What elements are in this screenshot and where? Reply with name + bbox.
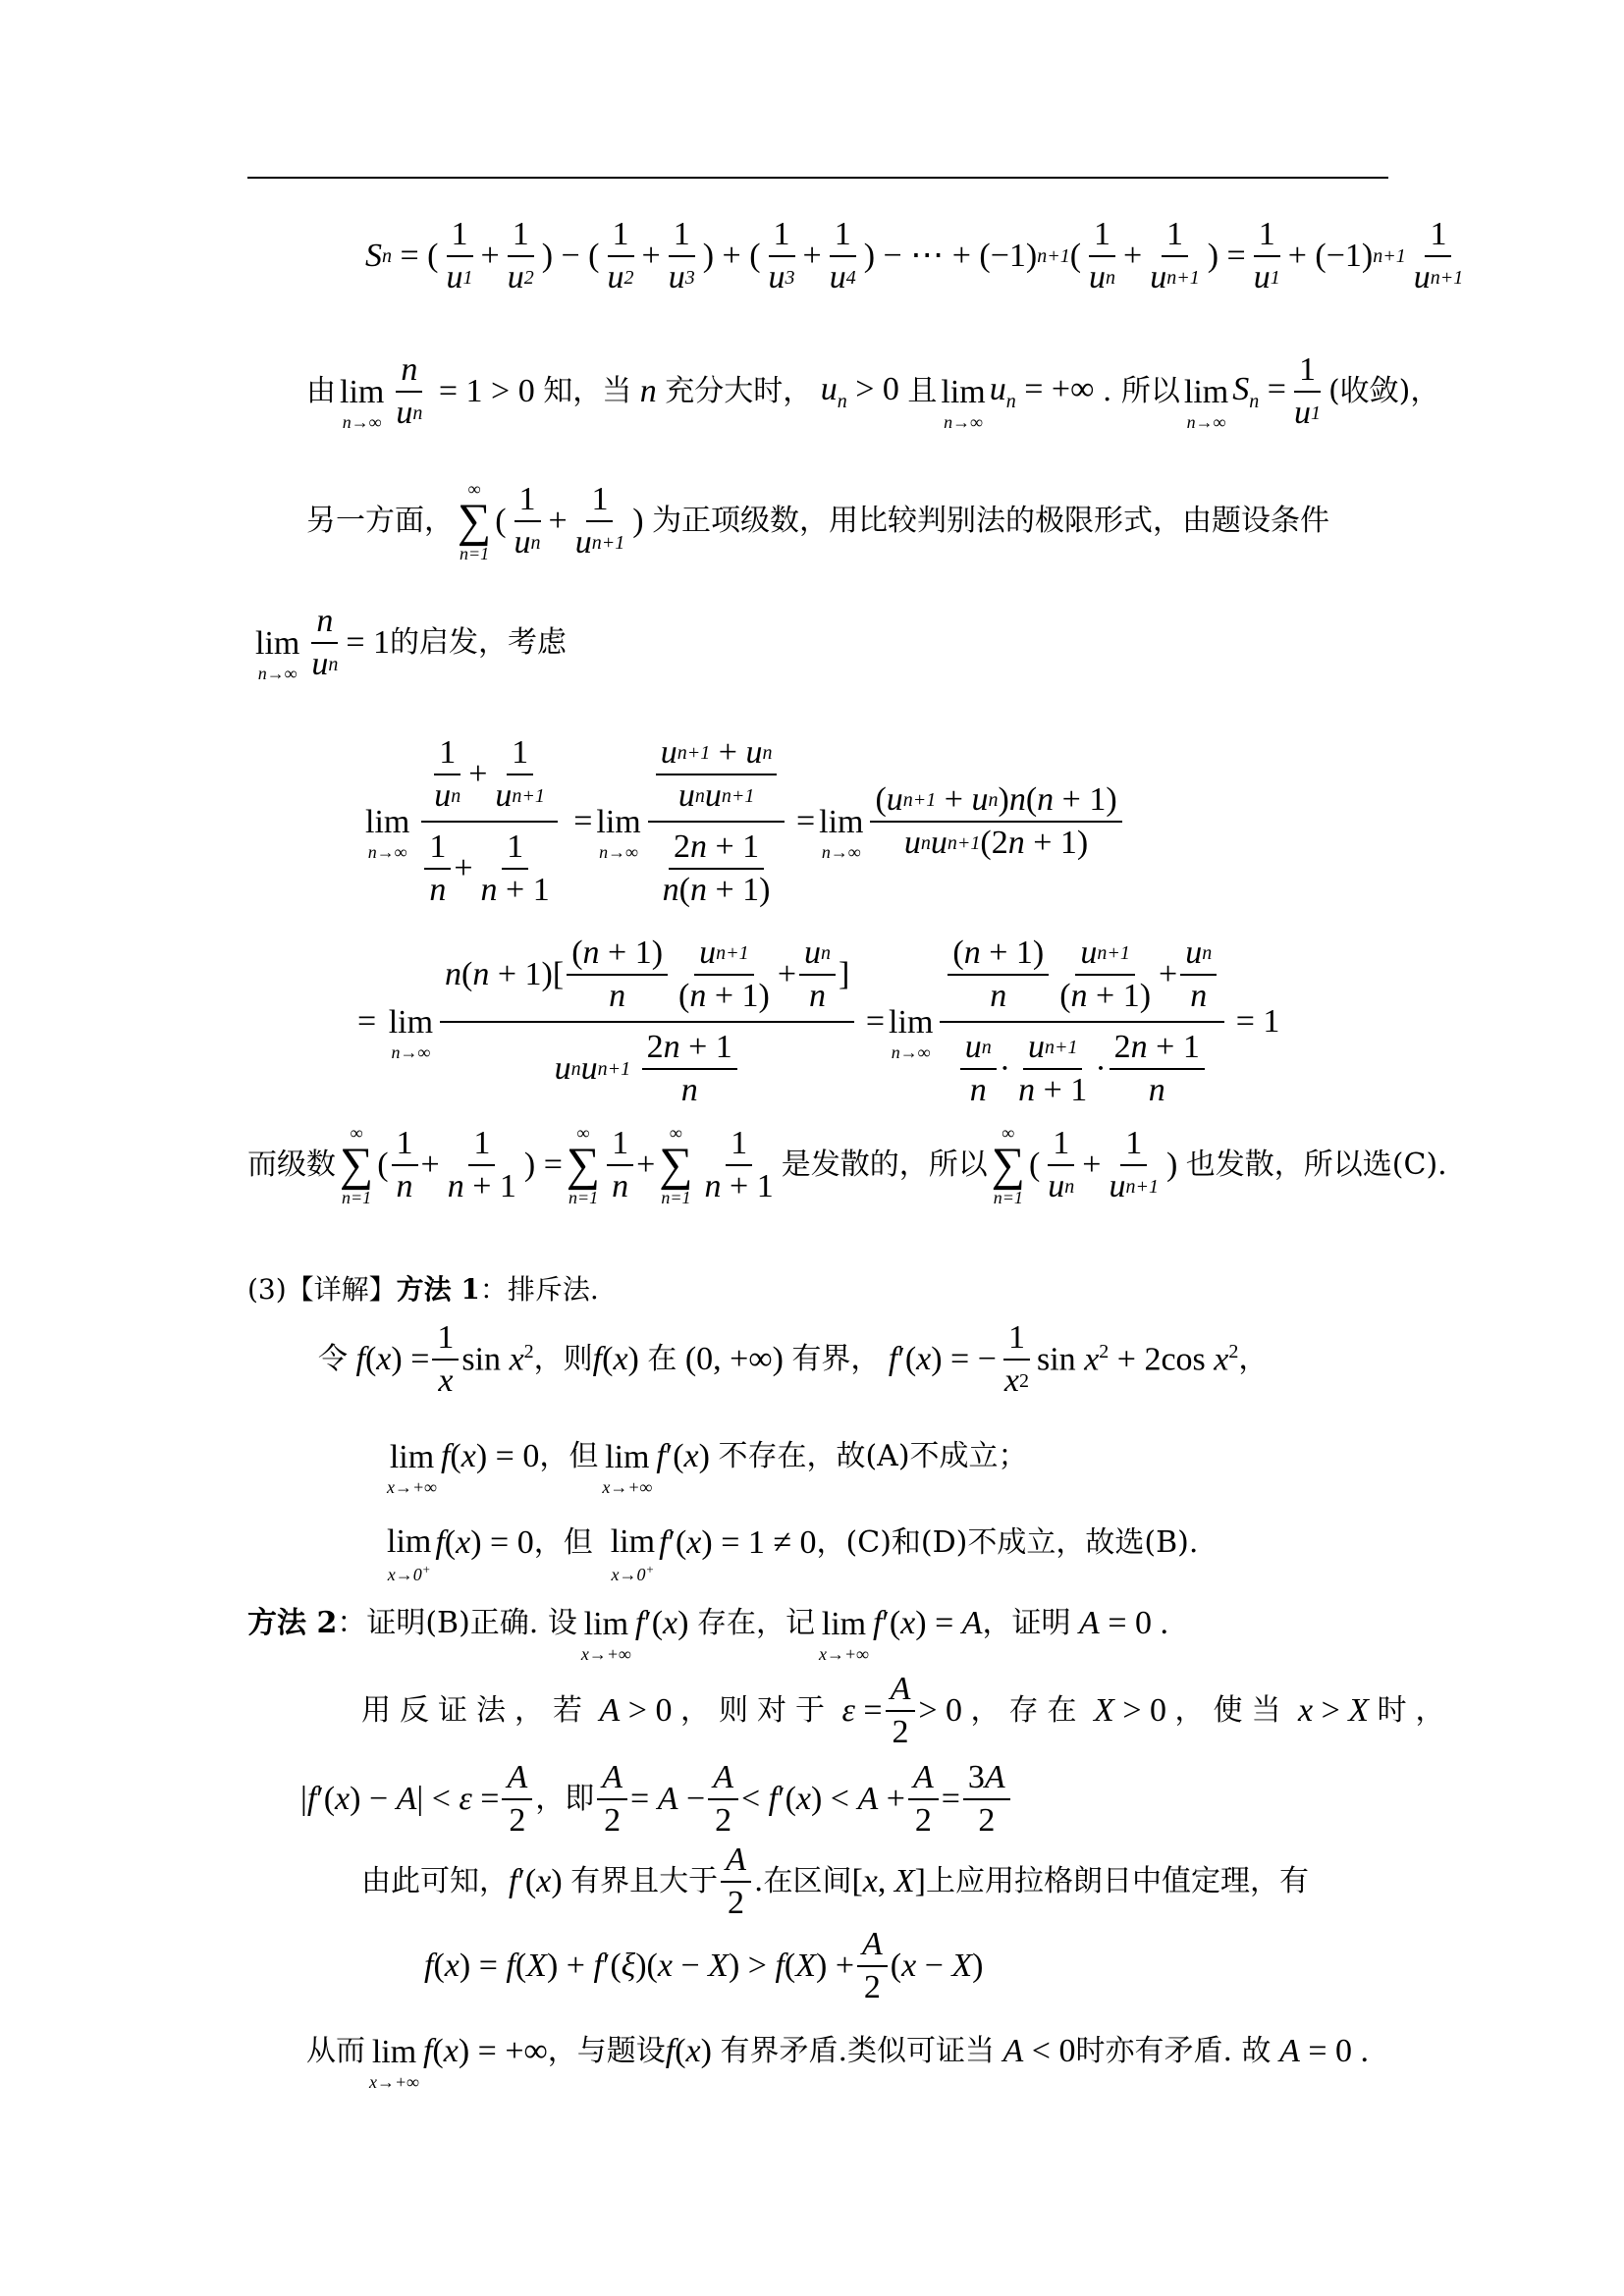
section-heading-method-1: (3)【详解】 方法 1 ：排斥法.	[247, 1273, 599, 1306]
text-line-contradiction-setup: 用反证法，若 A > 0 ，则对于 ε = $\frac{A}{2}$ > 0 ，存在 X > 0 ，使当 x > X 时，	[361, 1671, 1454, 1750]
text-line-conclusion: 从而 lim x→+∞ f(x) = +∞ ，与题设 f(x) 有界矛盾.类似可证当 A < 0 时亦有矛盾. 故 A = 0 .	[306, 2033, 1370, 2092]
text-line-case-a: lim x→+∞ f(x) = 0 ，但 lim x→+∞ f′(x) 不存在，故(A)不成立；	[387, 1438, 1028, 1497]
text-line-positive-series: 另一方面， ∞ ∑ n=1 ( 1 u n + 1 u n+1 ) 为正项级数，用比较判别法的极限形式，由题设条件	[306, 479, 1330, 563]
text-line-counterexample: 令 f(x) = $\frac{1}{x}$ $\sin x^2$ ，则 f(x) 在 (0, +∞) 有界， f′(x) = − 1 x 2 $\sin x^2 + 2\cos$ $x^2$ ，	[318, 1319, 1269, 1399]
equation-mean-value-result: f ( x ) = f ( X ) + f ′( ξ )( x − X ) > f ( X ) + A 2 ( x − X )	[424, 1926, 984, 2005]
text-line-divergence: 而级数 ∞ ∑ n=1 ( 1 n + 1 n + 1 ) = ∞ ∑ n=1 1 n + ∞ ∑ n=1 1 n + 1 是发散的，所以 ∞ ∑ n=1 ( 1 u n + 1 u n+1 ) 也发散，所以选(C).	[247, 1123, 1447, 1207]
header-rule	[247, 177, 1388, 179]
text-line-mean-value: 由此可知， f′(x) 有界且大于 A 2 .在区间 [x, X] 上应用拉格朗日中值定理，有	[361, 1842, 1309, 1921]
text-line-hint: lim n→∞ n u n = 1 的启发，考虑	[255, 603, 568, 683]
section-heading-method-2: 方法 2 ：证明(B)正确. 设 lim x→+∞ f′(x) 存在，记 lim x→+∞ f′(x) = A ，证明 A = 0 .	[247, 1605, 1168, 1664]
equation-limit-chain-1: lim n→∞ 1 u n + 1 u n+1 1 n + 1 n + 1 = lim n→∞ u n+1 + u n u n u n+1 2 n + 1 n ( n + 1) = lim n→∞ ( u n+1 + u n ) n ( n + 1) u n u n+1 (2 n + 1)	[361, 728, 1125, 915]
equation-sn-expansion: S n = ( 1 u 1 + 1 u 2 ) − ( 1 u 2 + 1 u 3 ) + ( 1 u 3 + 1 u 4 ) − ⋯ + (−1) n+1 ( 1 u n + 1 u n+1 ) = 1 u 1 + (−1) n+1 1 u n+1	[365, 216, 1464, 295]
equation-limit-chain-2: = lim n→∞ n ( n + 1)[ ( n + 1) n u n+1 ( n + 1) + u n n ] u n u n+1 2 n + 1 n = lim n→∞ ( n + 1) n u n+1 ( n + 1) + u n n u n n · u n+1 n + 1 · 2 n + 1 n = 1	[357, 929, 1279, 1115]
text-line-convergence: 由 lim n→∞ n u n = 1 > 0 知，当 n 充分大时， $u_n > 0$ 且 lim n→∞ $u_n$ = +∞ . 所以 lim n→∞ $S_n$ = 1 u 1 (收敛)，	[306, 351, 1440, 432]
equation-derivative-bounds: | f ′( x ) − A | < ε = A 2 ，即 A 2 = A − A 2 < f ′( x ) < A + A 2 = 3 A 2	[300, 1757, 1013, 1842]
text-line-case-cd: lim x→0+ f(x) = 0 ，但 lim x→0+ f′(x) = 1 ≠ 0 ，(C)和(D)不成立，故选(B).	[387, 1523, 1199, 1584]
